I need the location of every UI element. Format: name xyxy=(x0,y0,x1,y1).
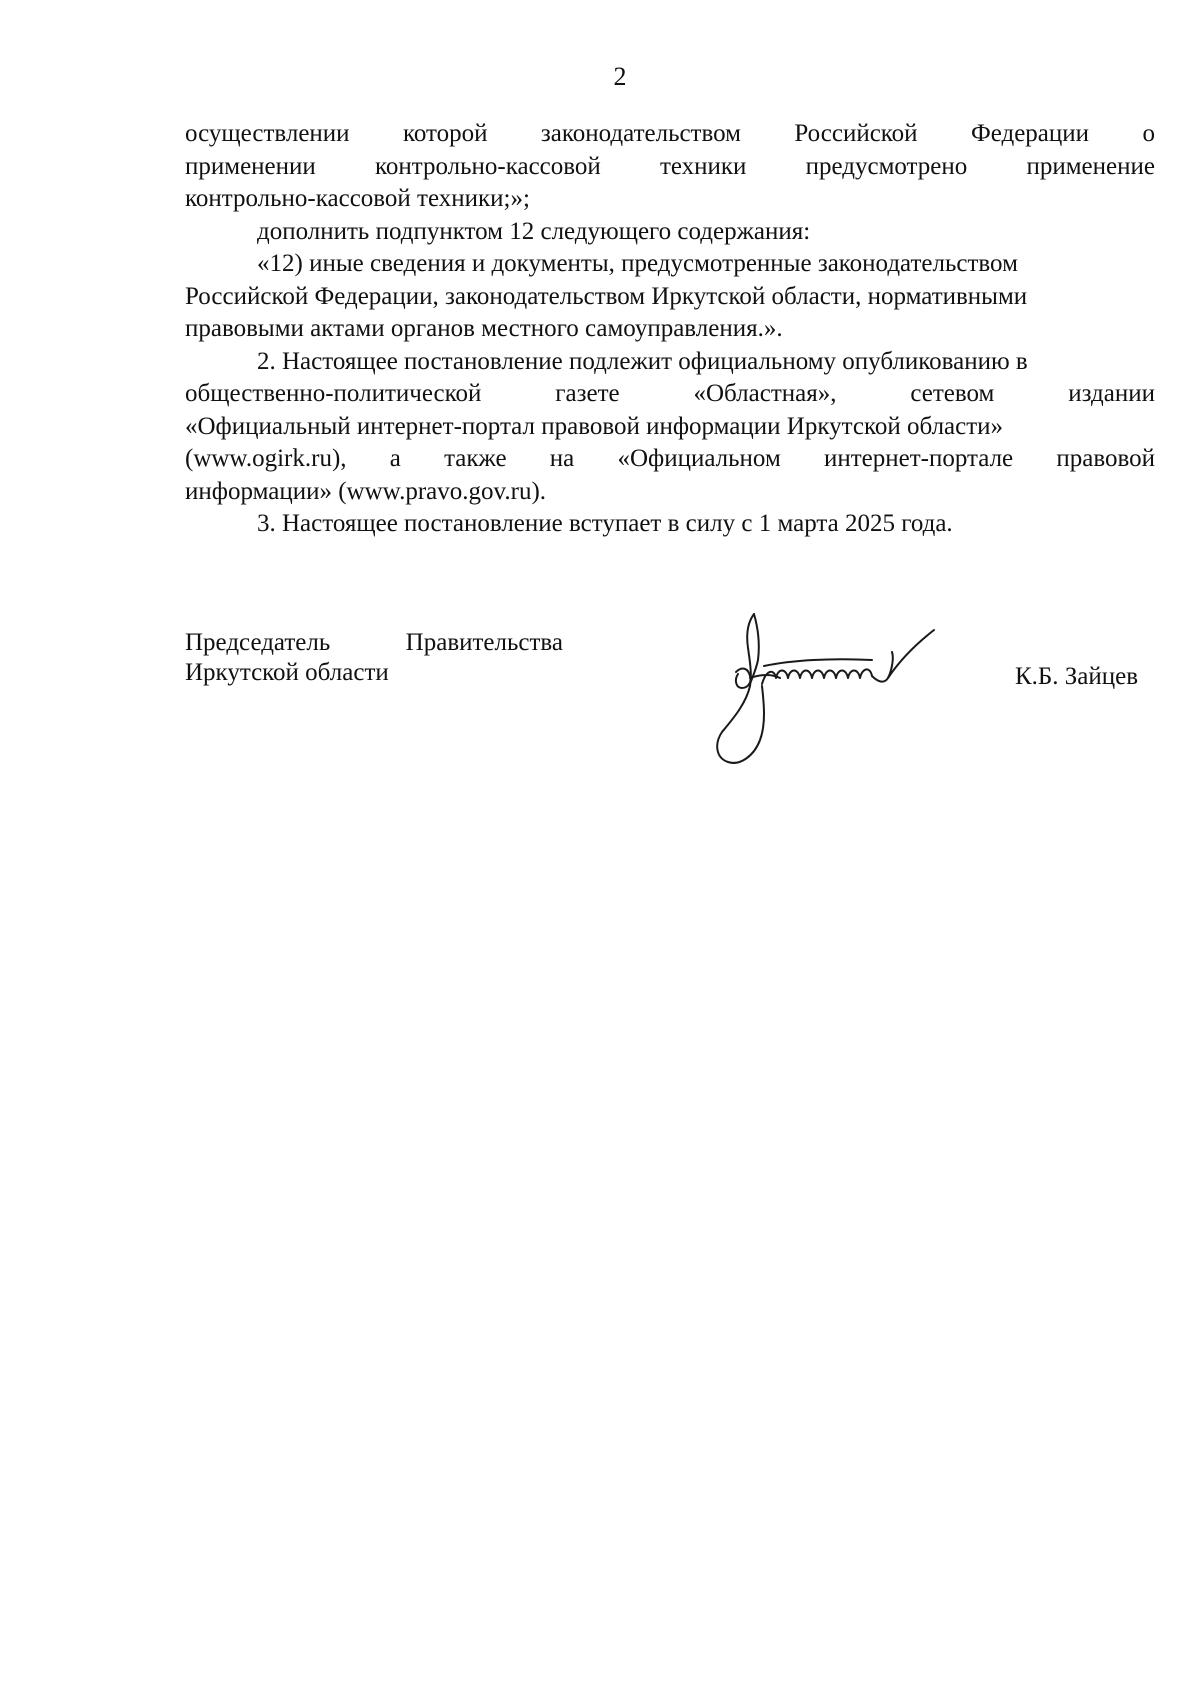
body-line-12: информации» (www.pravo.gov.ru). xyxy=(185,477,547,505)
handwritten-signature xyxy=(702,608,982,768)
body-line-8: 2. Настоящее постановление подлежит официальному опубликованию в xyxy=(257,347,1028,375)
body-line-2: применении контрольно-кассовой техники предусмотрено применение xyxy=(185,152,1155,180)
body-line-5: «12) иные сведения и документы, предусмотренные законодательством xyxy=(257,250,1018,277)
body-line-7: правовыми актами органов местного самоуправления.». xyxy=(185,315,783,342)
signatory-title xyxy=(185,628,563,688)
body-line-13: 3. Настоящее постановление вступает в силу с 1 марта 2025 года. xyxy=(257,510,953,537)
body-line-1: осуществлении которой законодательством Российской Федерации о xyxy=(185,120,1155,147)
document-body xyxy=(185,118,1155,541)
body-line-11: (www.ogirk.ru), а также на «Официальном интернет-портале правовой xyxy=(185,445,1155,472)
body-line-3: контрольно-кассовой техники;»; xyxy=(185,185,530,212)
body-line-4: дополнить подпунктом 12 следующего содержания: xyxy=(257,217,811,245)
body-line-10: «Официальный интернет-портал правовой информации Иркутской области» xyxy=(185,412,1004,440)
body-line-9: общественно-политической газете «Областная», сетевом издании xyxy=(185,380,1155,407)
page-number: 2 xyxy=(613,62,627,91)
signer-name: К.Б. Зайцев xyxy=(1015,663,1139,690)
body-line-6: Российской Федерации, законодательством Иркутской области, нормативными xyxy=(185,282,1028,310)
signatory-title-line-1: Председатель Правительства xyxy=(185,629,563,656)
signatory-title-line-2: Иркутской области xyxy=(185,659,389,686)
